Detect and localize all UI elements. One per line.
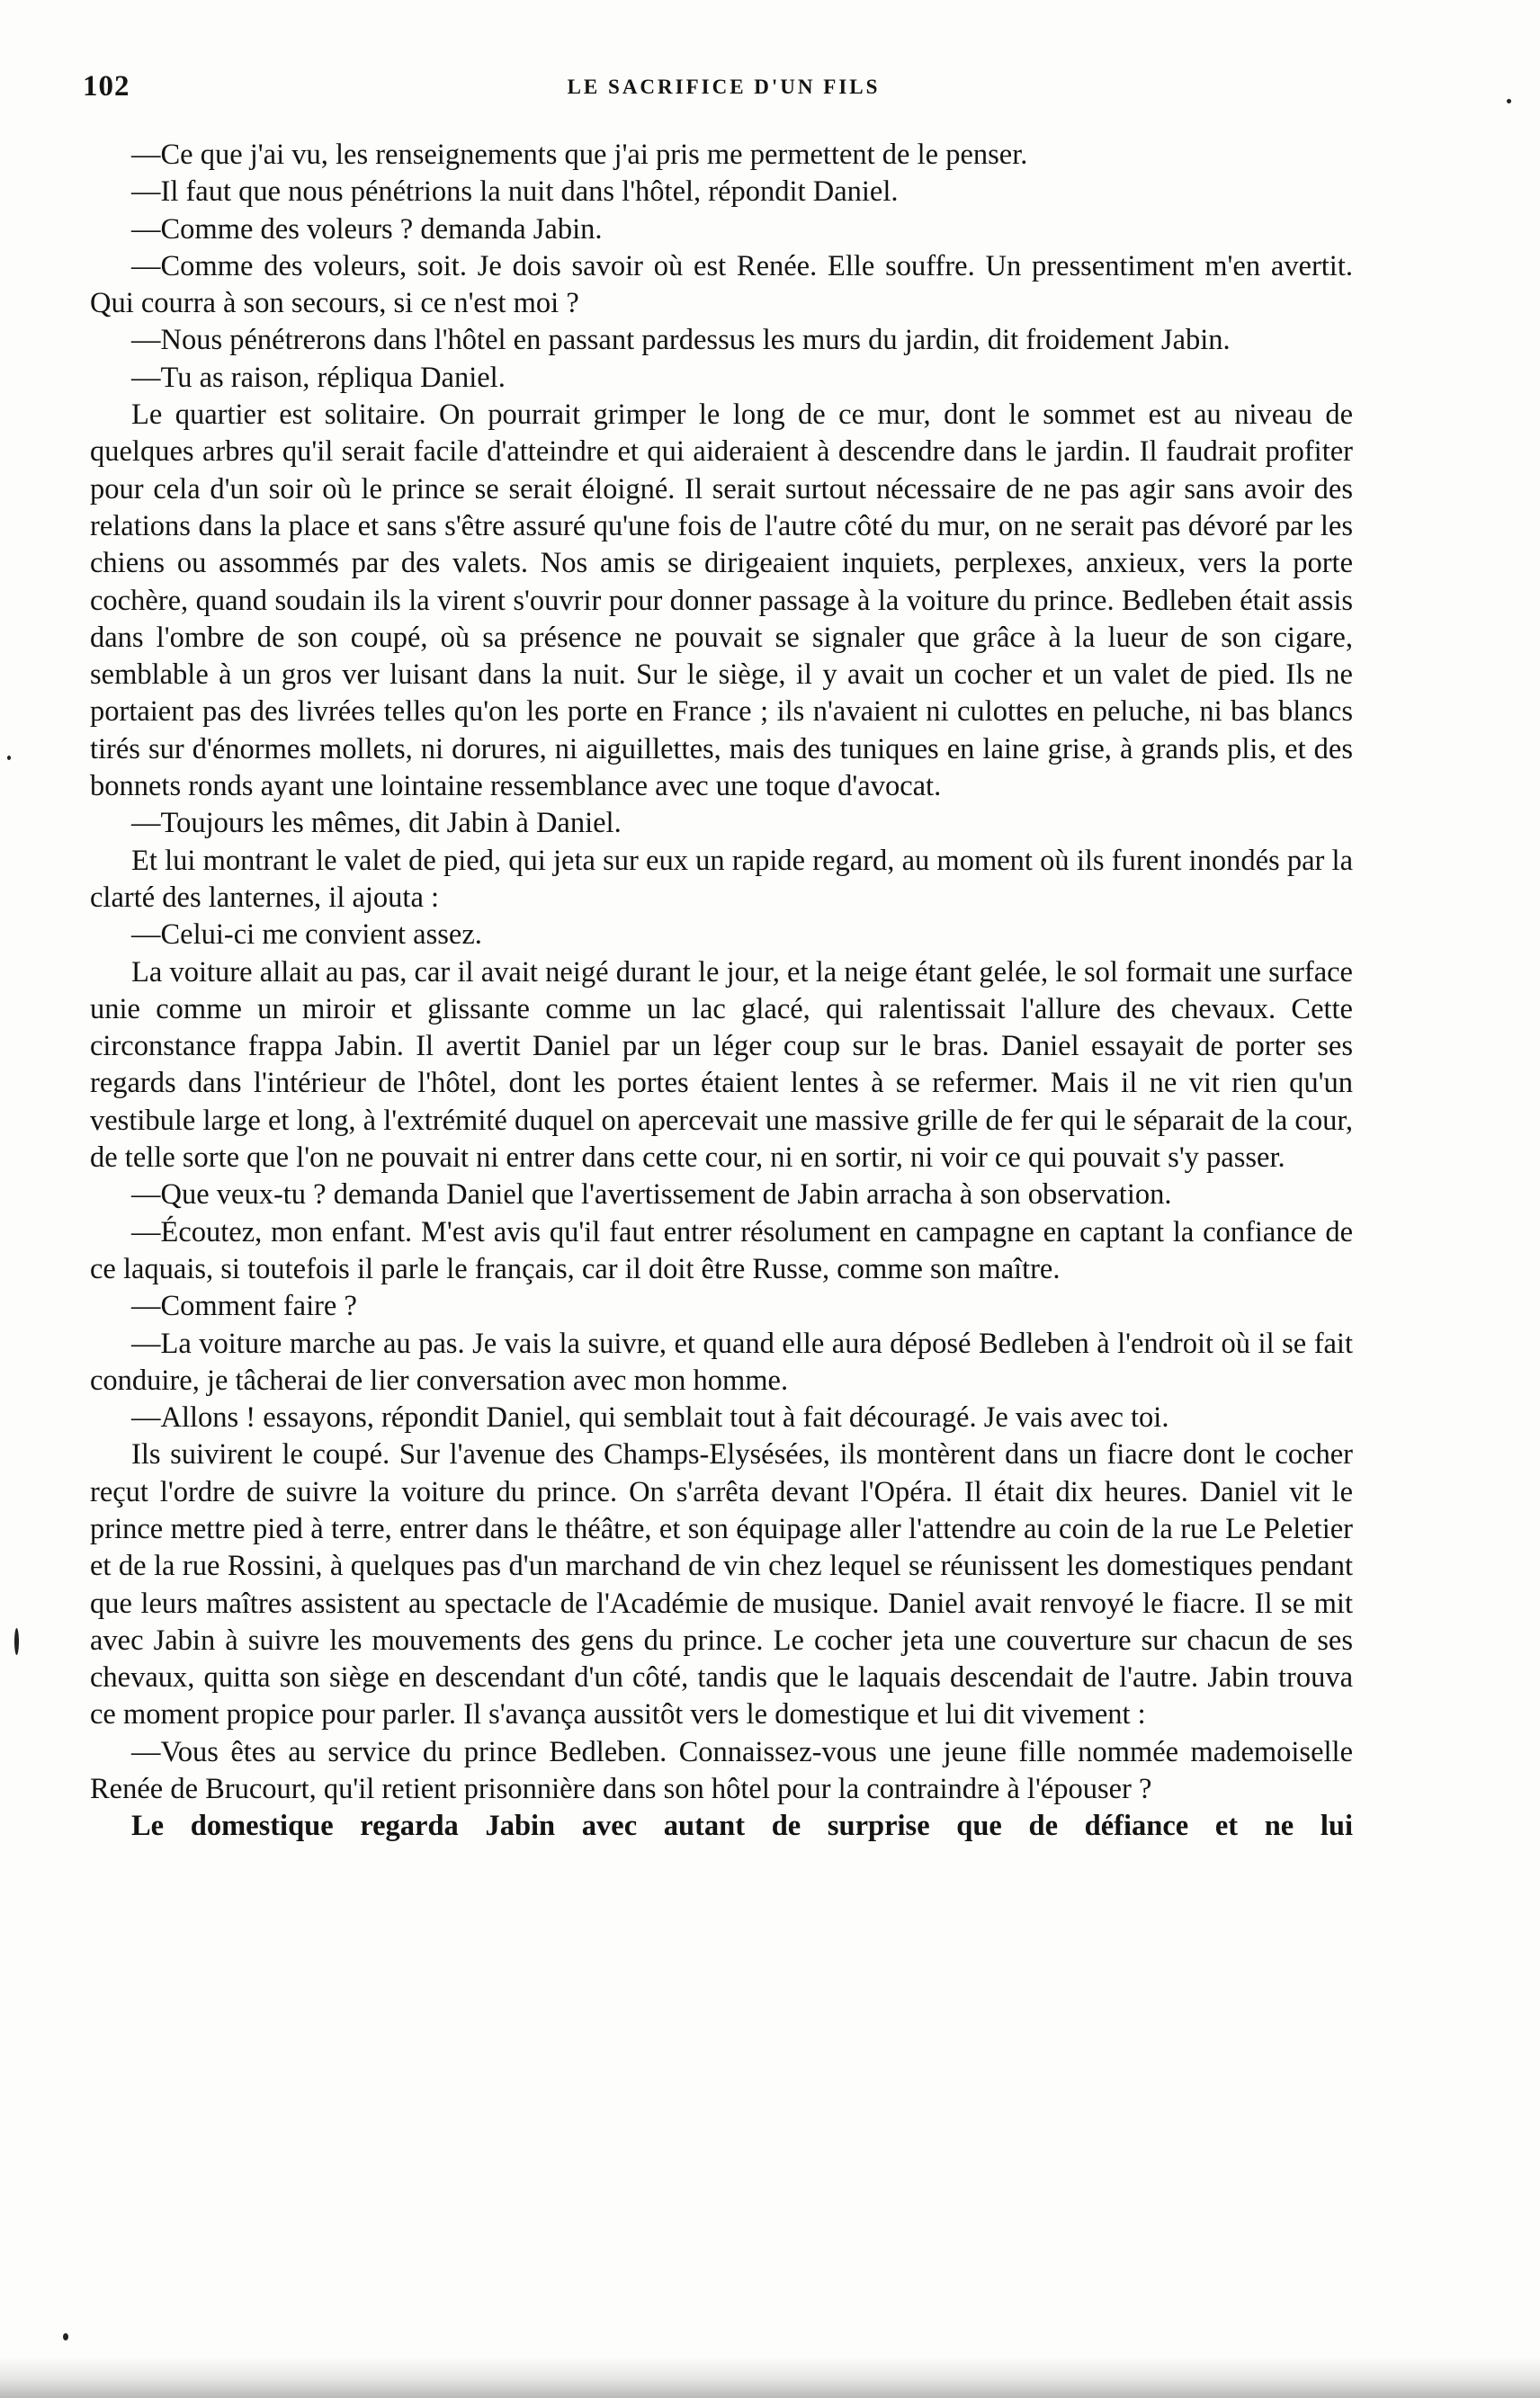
paragraph: —Allons ! essayons, répondit Daniel, qui semblait tout à fait découragé. Je vais avec toi. [131,1401,1169,1435]
running-title: LE SACRIFICE D'UN FILS [567,76,881,98]
paragraph: —La voiture marche au pas. Je vais la suivre, et quand elle aura déposé Bedleben à l'endroit où il se fait conduire, je tâcherai de lier conversation avec mon homme. [90,1327,1353,1397]
scan-speck [7,756,11,760]
paragraph: —Comme des voleurs ? demanda Jabin. [131,212,603,246]
paragraph: —Tu as raison, répliqua Daniel. [131,361,506,394]
scan-speck [14,1628,19,1655]
paragraph: —Nous pénétrerons dans l'hôtel en passant pardessus les murs du jardin, dit froidement Jabin. [131,324,1231,357]
paragraph: Le quartier est solitaire. On pourrait grimper le long de ce mur, dont le sommet est au niveau de quelques arbres qu'il serait facile d'atteindre et qui aideraient à descendre dans le jardin. Il faudrait profiter pour cela d'un soir où le prince se serait éloigné. Il serait surtout nécessaire de ne pas agir sans avoir des relations dans la place et sans s'être assuré qu'une fois de l'autre côté du mur, on ne serait pas dévoré par les chiens ou assommés par des valets. Nos amis se dirigeaient inquiets, perplexes, anxieux, vers la porte cochère, quand soudain ils la virent s'ouvrir pour donner passage à la voiture du prince. Bedleben était assis dans l'ombre de son coupé, où sa présence ne pouvait se signaler que grâce à la lueur de son cigare, semblable à un gros ver luisant dans la nuit. Sur le siège, il y avait un cocher et un valet de pied. Ils ne portaient pas des livrées telles qu'on les porte en France ; ils n'avaient ni culottes en peluche, ni bas blancs tirés sur d'énormes mollets, ni dorures, ni aiguillettes, mais des tuniques en laine grise, à grands plis, et des bonnets ronds ayant une lointaine ressemblance avec une toque d'avocat. [90,398,1353,803]
scan-speck [63,2333,68,2340]
page-number: 102 [83,70,130,103]
paragraph: La voiture allait au pas, car il avait neigé durant le jour, et la neige étant gelée, le sol formait une surface unie comme un miroir et glissante comme un lac glacé, qui ralentissait l'allure des chevaux. Cette circonstance frappa Jabin. Il avertit Daniel par un léger coup sur le bras. Daniel essayait de porter ses regards dans l'intérieur de l'hôtel, dont les portes étaient lentes à se refermer. Mais il ne vit rien qu'un vestibule large et long, à l'extrémité duquel on apercevait une massive grille de fer qui le séparait de la cour, de telle sorte que l'on ne pouvait ni entrer dans cette cour, ni en sortir, ni voir ce qui pouvait s'y passer. [90,955,1353,1175]
paragraph: Ils suivirent le coupé. Sur l'avenue des Champs-Elysésées, ils montèrent dans un fiacre dont le cocher reçut l'ordre de suivre la voiture du prince. On s'arrêta devant l'Opéra. Il était dix heures. Daniel vit le prince mettre pied à terre, entrer dans le théâtre, et son équipage aller l'attendre au coin de la rue Le Peletier et de la rue Rossini, à quelques pas d'un marchand de vin chez lequel se réunissent les domestiques pendant que leurs maîtres assistent au spectacle de l'Académie de musique. Daniel avait renvoyé le fiacre. Il se mit avec Jabin à suivre les mouvements des gens du prince. Le cocher jeta une couverture sur chacun de ses chevaux, quitta son siège en descendant d'un côté, tandis que le laquais descendait de l'autre. Jabin trouva ce moment propice pour parler. Il s'avança aussitôt vers le domestique et lui dit vivement : [90,1438,1353,1731]
page-header [83,63,1365,108]
paragraph: —Ce que j'ai vu, les renseignements que j'ai pris me permettent de le penser. [131,139,1028,171]
scan-speck [1507,99,1511,103]
body-text [90,137,1353,1846]
paragraph: —Comment faire ? [131,1290,357,1323]
paragraph: —Que veux-tu ? demanda Daniel que l'avertissement de Jabin arracha à son observation. [131,1178,1172,1212]
paragraph: —Comme des voleurs, soit. Je dois savoir où est Renée. Elle souffre. Un pressentiment m'en avertit. Qui courra à son secours, si ce n'est moi ? [90,249,1353,320]
paragraph: Et lui montrant le valet de pied, qui jeta sur eux un rapide regard, au moment où ils furent inondés par la clarté des lanternes, il ajouta : [90,844,1353,914]
paragraph: —Il faut que nous pénétrions la nuit dans l'hôtel, répondit Daniel. [131,175,899,209]
paragraph: —Vous êtes au service du prince Bedleben. Connaissez-vous une jeune fille nommée mademoiselle Renée de Brucourt, qu'il retient prisonnière dans son hôtel pour la contraindre à l'épouser ? [90,1735,1353,1806]
scan-bottom-edge [0,2357,1540,2398]
paragraph: —Écoutez, mon enfant. M'est avis qu'il faut entrer résolument en campagne en captant la confiance de ce laquais, si toutefois il parle le français, car il doit être Russe, comme son maître. [90,1215,1353,1285]
paragraph: —Toujours les mêmes, dit Jabin à Daniel. [131,807,622,840]
paragraph-final: Le domestique regarda Jabin avec autant de surprise que de défiance et ne lui [131,1810,1353,1843]
paragraph: —Celui-ci me convient assez. [131,918,482,952]
